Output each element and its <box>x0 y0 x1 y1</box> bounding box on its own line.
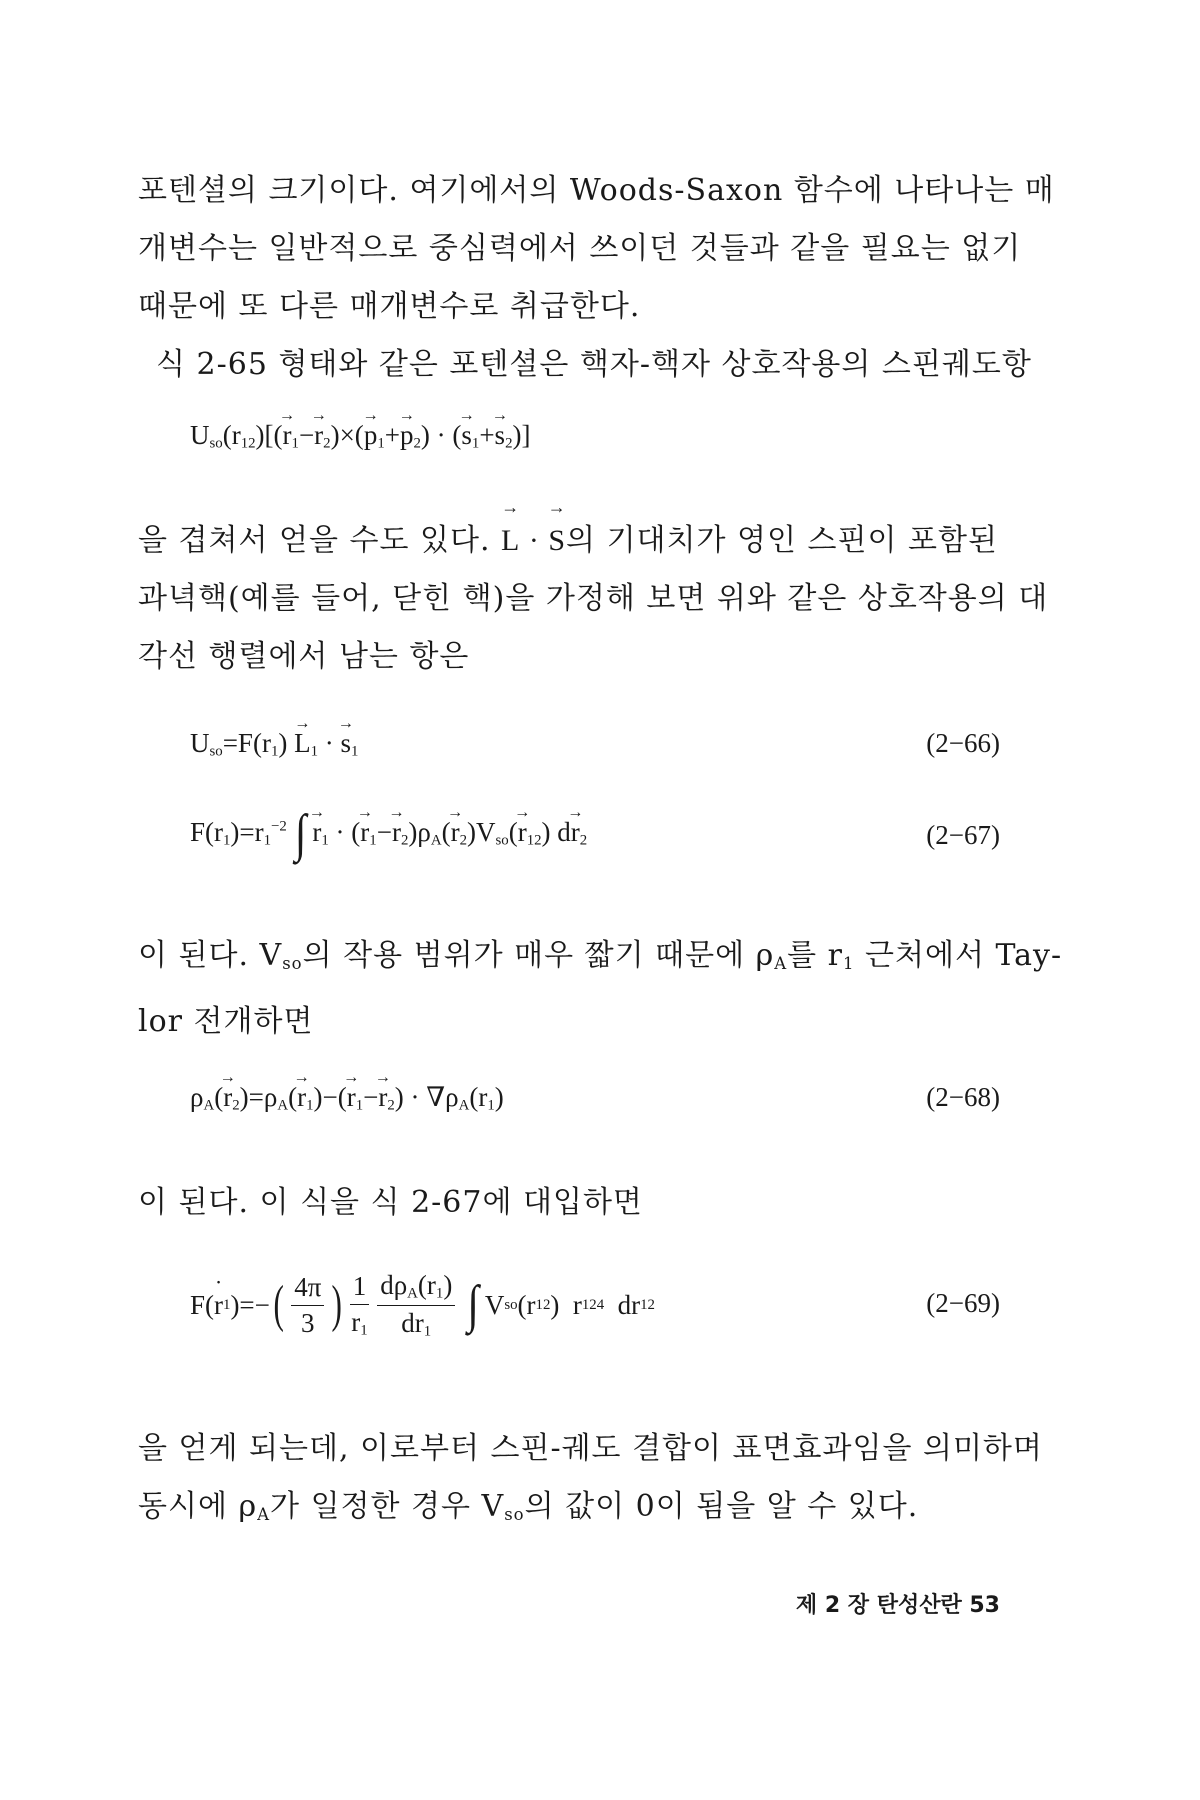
paragraph-substitute <box>138 1174 1018 1232</box>
equation-number: (2−68) <box>926 1082 1000 1112</box>
text-line: 포텐셜의 크기이다. 여기에서의 Woods-Saxon 함수에 나타나는 매 <box>138 173 1055 208</box>
text-line: 이 된다. $V_{so}$의 작용 범위가 매우 짧기 때문에 $\rho_A$를 $r_1$ 근처에서 Tay- <box>138 938 1063 974</box>
text-fragment: 을 겹쳐서 얻을 수도 있다. <box>138 523 502 558</box>
text-line: 이 된다. 이 식을 식 2-67에 대입하면 <box>138 1185 643 1220</box>
equation-number: (2−67) <box>926 820 1000 850</box>
text-line: 때문에 또 다른 매개변수로 취급한다. <box>138 289 641 324</box>
text-line: 을 겹쳐서 얻을 수도 있다. → L · → S의 기대치가 영인 스핀이 포함된 <box>138 512 1018 570</box>
text-fragment: 이 된다. V <box>138 938 283 973</box>
equation-2-67: $F(r_1)=r_1^{-2}$ ∫→ $r_1$ · (→ $r_1-\to r_2)\rho_A(\to r_2)V_{so}(\to r_{12})$ $d\to r_2$ (2−67) <box>190 810 1000 858</box>
text-line: 개변수는 일반적으로 중심력에서 쓰이던 것들과 같을 필요는 없기 <box>138 231 1022 266</box>
text-line: lor 전개하면 <box>138 1004 314 1040</box>
text-fragment: 근처에서 Tay- <box>854 938 1063 973</box>
text-line: 식 2-65 형태와 같은 포텐셜은 핵자-핵자 상호작용의 스핀궤도항 <box>156 347 1032 382</box>
equation-interaction: $U_{so}(r_{12})[(\to r_1-\to r_2)\times(\to p_1+\to p_2)$ · (→ $s_1+\to s_2$)] <box>190 420 1000 453</box>
paragraph-intro <box>138 162 1055 336</box>
equation-number: (2−69) <box>926 1288 1000 1318</box>
equation-2-69: F( ˙ r 1 )=− ( $\frac{4\pi}{3}$ ) $\frac{1}{r_1}$ $\frac{d\rho_A(r_1)}{dr_1}$ ∫ V so (r 12 ) r 12 4 dr 12 (2−69) <box>190 1270 1000 1360</box>
text-fragment: 가 일정한 경우 V <box>270 1489 505 1524</box>
text-fragment: 의 기대치가 영인 스핀이 포함된 <box>566 523 998 558</box>
paragraph-expectation <box>138 512 1049 686</box>
text-line: 동시에 $\rho_A$가 일정한 경우 $V_{so}$의 값이 0이 됨을 알 수 있다. <box>138 1489 919 1525</box>
text-line: 각선 행렬에서 남는 항은 <box>138 639 470 674</box>
paragraph-spin-orbit <box>138 336 1032 394</box>
text-line: 을 얻게 되는데, 이로부터 스핀-궤도 결합이 표면효과임을 의미하며 <box>138 1431 1043 1466</box>
text-fragment: 동시에 ρ <box>138 1489 258 1524</box>
equation-2-66: $U_{so}=F(r_1) \to L_1$ · → $s_1$ (2−66) <box>190 728 1000 761</box>
paragraph-conclusion <box>138 1420 1043 1544</box>
text-fragment: 의 작용 범위가 매우 짧기 때문에 ρ <box>302 938 775 973</box>
text-fragment: 를 r <box>787 938 843 973</box>
equation-number: (2−66) <box>926 728 1000 758</box>
text-fragment: 의 값이 0이 됨을 알 수 있다. <box>524 1489 919 1524</box>
equation-2-68: $\rho_A(\to r_2)=\rho_A(\to r_1)-(\to r_1-\to r_2) \cdot \nabla\rho_A(r_1)$ (2−68) <box>190 1082 1000 1115</box>
text-line: 과녁핵(예를 들어, 닫힌 핵)을 가정해 보면 위와 같은 상호작용의 대 <box>138 581 1049 616</box>
paragraph-short-range <box>138 927 1063 1051</box>
page-footer: 제 2 장 탄성산란 53 <box>795 1593 1000 1618</box>
